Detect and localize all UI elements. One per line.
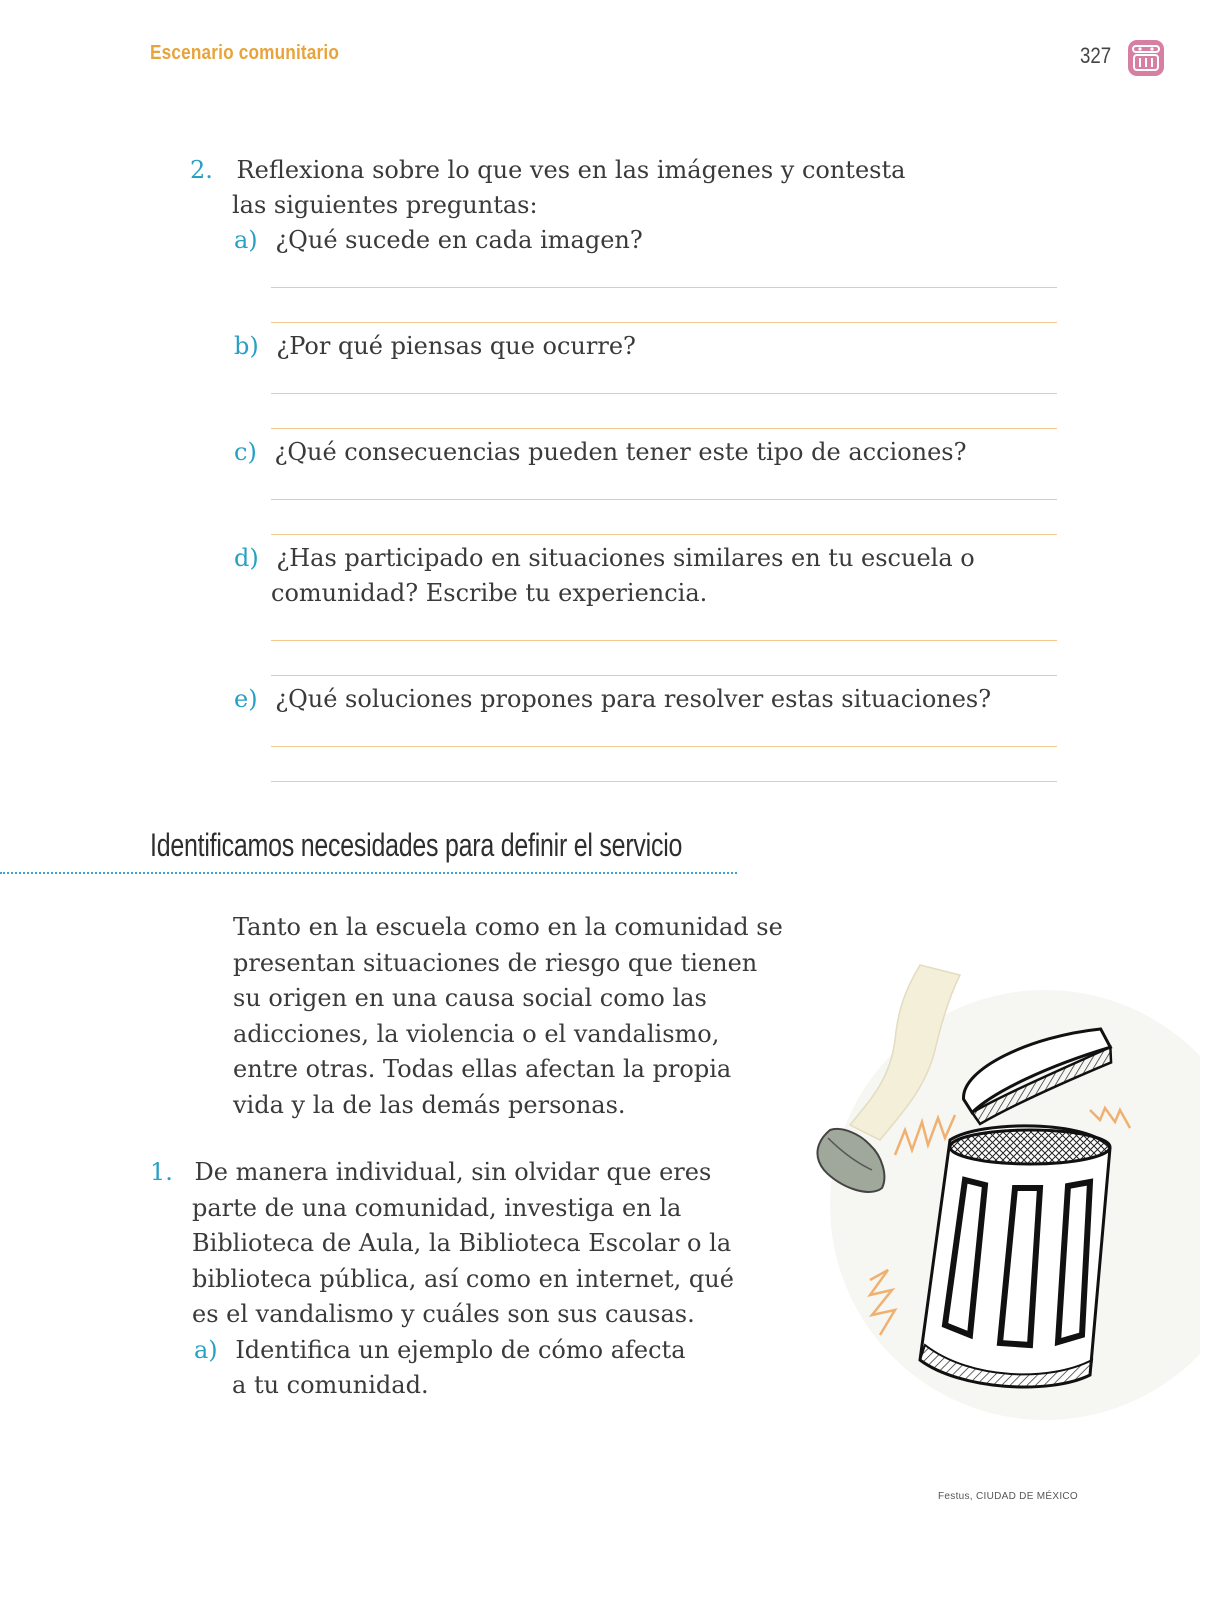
paragraph-line: Tanto en la escuela como en la comunidad se xyxy=(233,913,783,941)
item-letter: d) xyxy=(234,544,259,572)
answer-line-d2[interactable] xyxy=(271,675,1057,676)
answer-line-c1[interactable] xyxy=(271,499,1057,500)
activity-line: De manera individual, sin olvidar que eres xyxy=(194,1158,712,1186)
item-text: ¿Qué soluciones propones para resolver estas situaciones? xyxy=(275,685,992,713)
activity-1 xyxy=(150,1155,770,1404)
sub-question-d xyxy=(234,540,975,576)
paragraph-line: adicciones, la violencia o el vandalismo, xyxy=(233,1019,720,1048)
item-text: ¿Qué sucede en cada imagen? xyxy=(275,226,643,254)
paragraph-line: vida y la de las demás personas. xyxy=(233,1090,626,1119)
item-letter: a) xyxy=(234,226,258,254)
activity-line: es el vandalismo y cuáles son sus causas. xyxy=(192,1300,695,1328)
question-number: 2. xyxy=(190,156,213,184)
answer-line-b1[interactable] xyxy=(271,393,1057,394)
section-label: Escenario comunitario xyxy=(150,42,340,64)
activity-line: parte de una comunidad, investiga en la xyxy=(192,1193,682,1222)
page-number: 327 xyxy=(1080,43,1112,68)
paragraph-line: presentan situaciones de riesgo que tienen xyxy=(233,948,758,977)
answer-line-c2[interactable] xyxy=(271,534,1057,535)
sub-question-a xyxy=(234,222,643,258)
section-title: Identificamos necesidades para definir el servicio xyxy=(150,827,683,863)
item-letter: c) xyxy=(234,438,257,466)
question-2-prompt xyxy=(190,152,905,188)
activity-number: 1. xyxy=(150,1158,173,1186)
intro-paragraph xyxy=(233,910,793,1123)
answer-line-b2[interactable] xyxy=(271,428,1057,429)
prompt-line-2: las siguientes preguntas: xyxy=(232,191,538,219)
item-letter: e) xyxy=(234,685,258,713)
item-text-continued: comunidad? Escribe tu experiencia. xyxy=(271,579,708,607)
sub-question-c xyxy=(234,434,966,470)
item-text: ¿Has participado en situaciones similares en tu escuela o xyxy=(276,544,975,572)
glyph-icon xyxy=(1128,40,1164,76)
paragraph-line: su origen en una causa social como las xyxy=(233,984,707,1012)
sub-question-e xyxy=(234,681,991,717)
sub-line: a tu comunidad. xyxy=(232,1371,429,1399)
item-text: ¿Qué consecuencias pueden tener este tipo de acciones? xyxy=(274,438,967,466)
sub-question-b xyxy=(234,328,636,364)
activity-line: Biblioteca de Aula, la Biblioteca Escolar o la xyxy=(192,1229,732,1257)
answer-line-a1[interactable] xyxy=(271,287,1057,288)
activity-line: biblioteca pública, así como en internet, qué xyxy=(192,1264,734,1293)
illustration-credit: Festus, CIUDAD DE MÉXICO xyxy=(938,1491,1078,1502)
sub-line: Identifica un ejemplo de cómo afecta xyxy=(235,1335,686,1364)
answer-line-e1[interactable] xyxy=(271,746,1057,747)
sub-letter: a) xyxy=(194,1335,218,1364)
item-letter: b) xyxy=(234,332,259,360)
answer-line-d1[interactable] xyxy=(271,640,1057,641)
item-text: ¿Por qué piensas que ocurre? xyxy=(276,332,636,360)
prompt-line-1: Reflexiona sobre lo que ves en las imágenes y contesta xyxy=(236,156,906,184)
answer-line-a2[interactable] xyxy=(271,322,1057,323)
section-divider xyxy=(0,872,737,874)
paragraph-line: entre otras. Todas ellas afectan la propia xyxy=(233,1055,732,1083)
answer-line-e2[interactable] xyxy=(271,781,1057,782)
kicked-trash-can-illustration xyxy=(800,950,1200,1420)
